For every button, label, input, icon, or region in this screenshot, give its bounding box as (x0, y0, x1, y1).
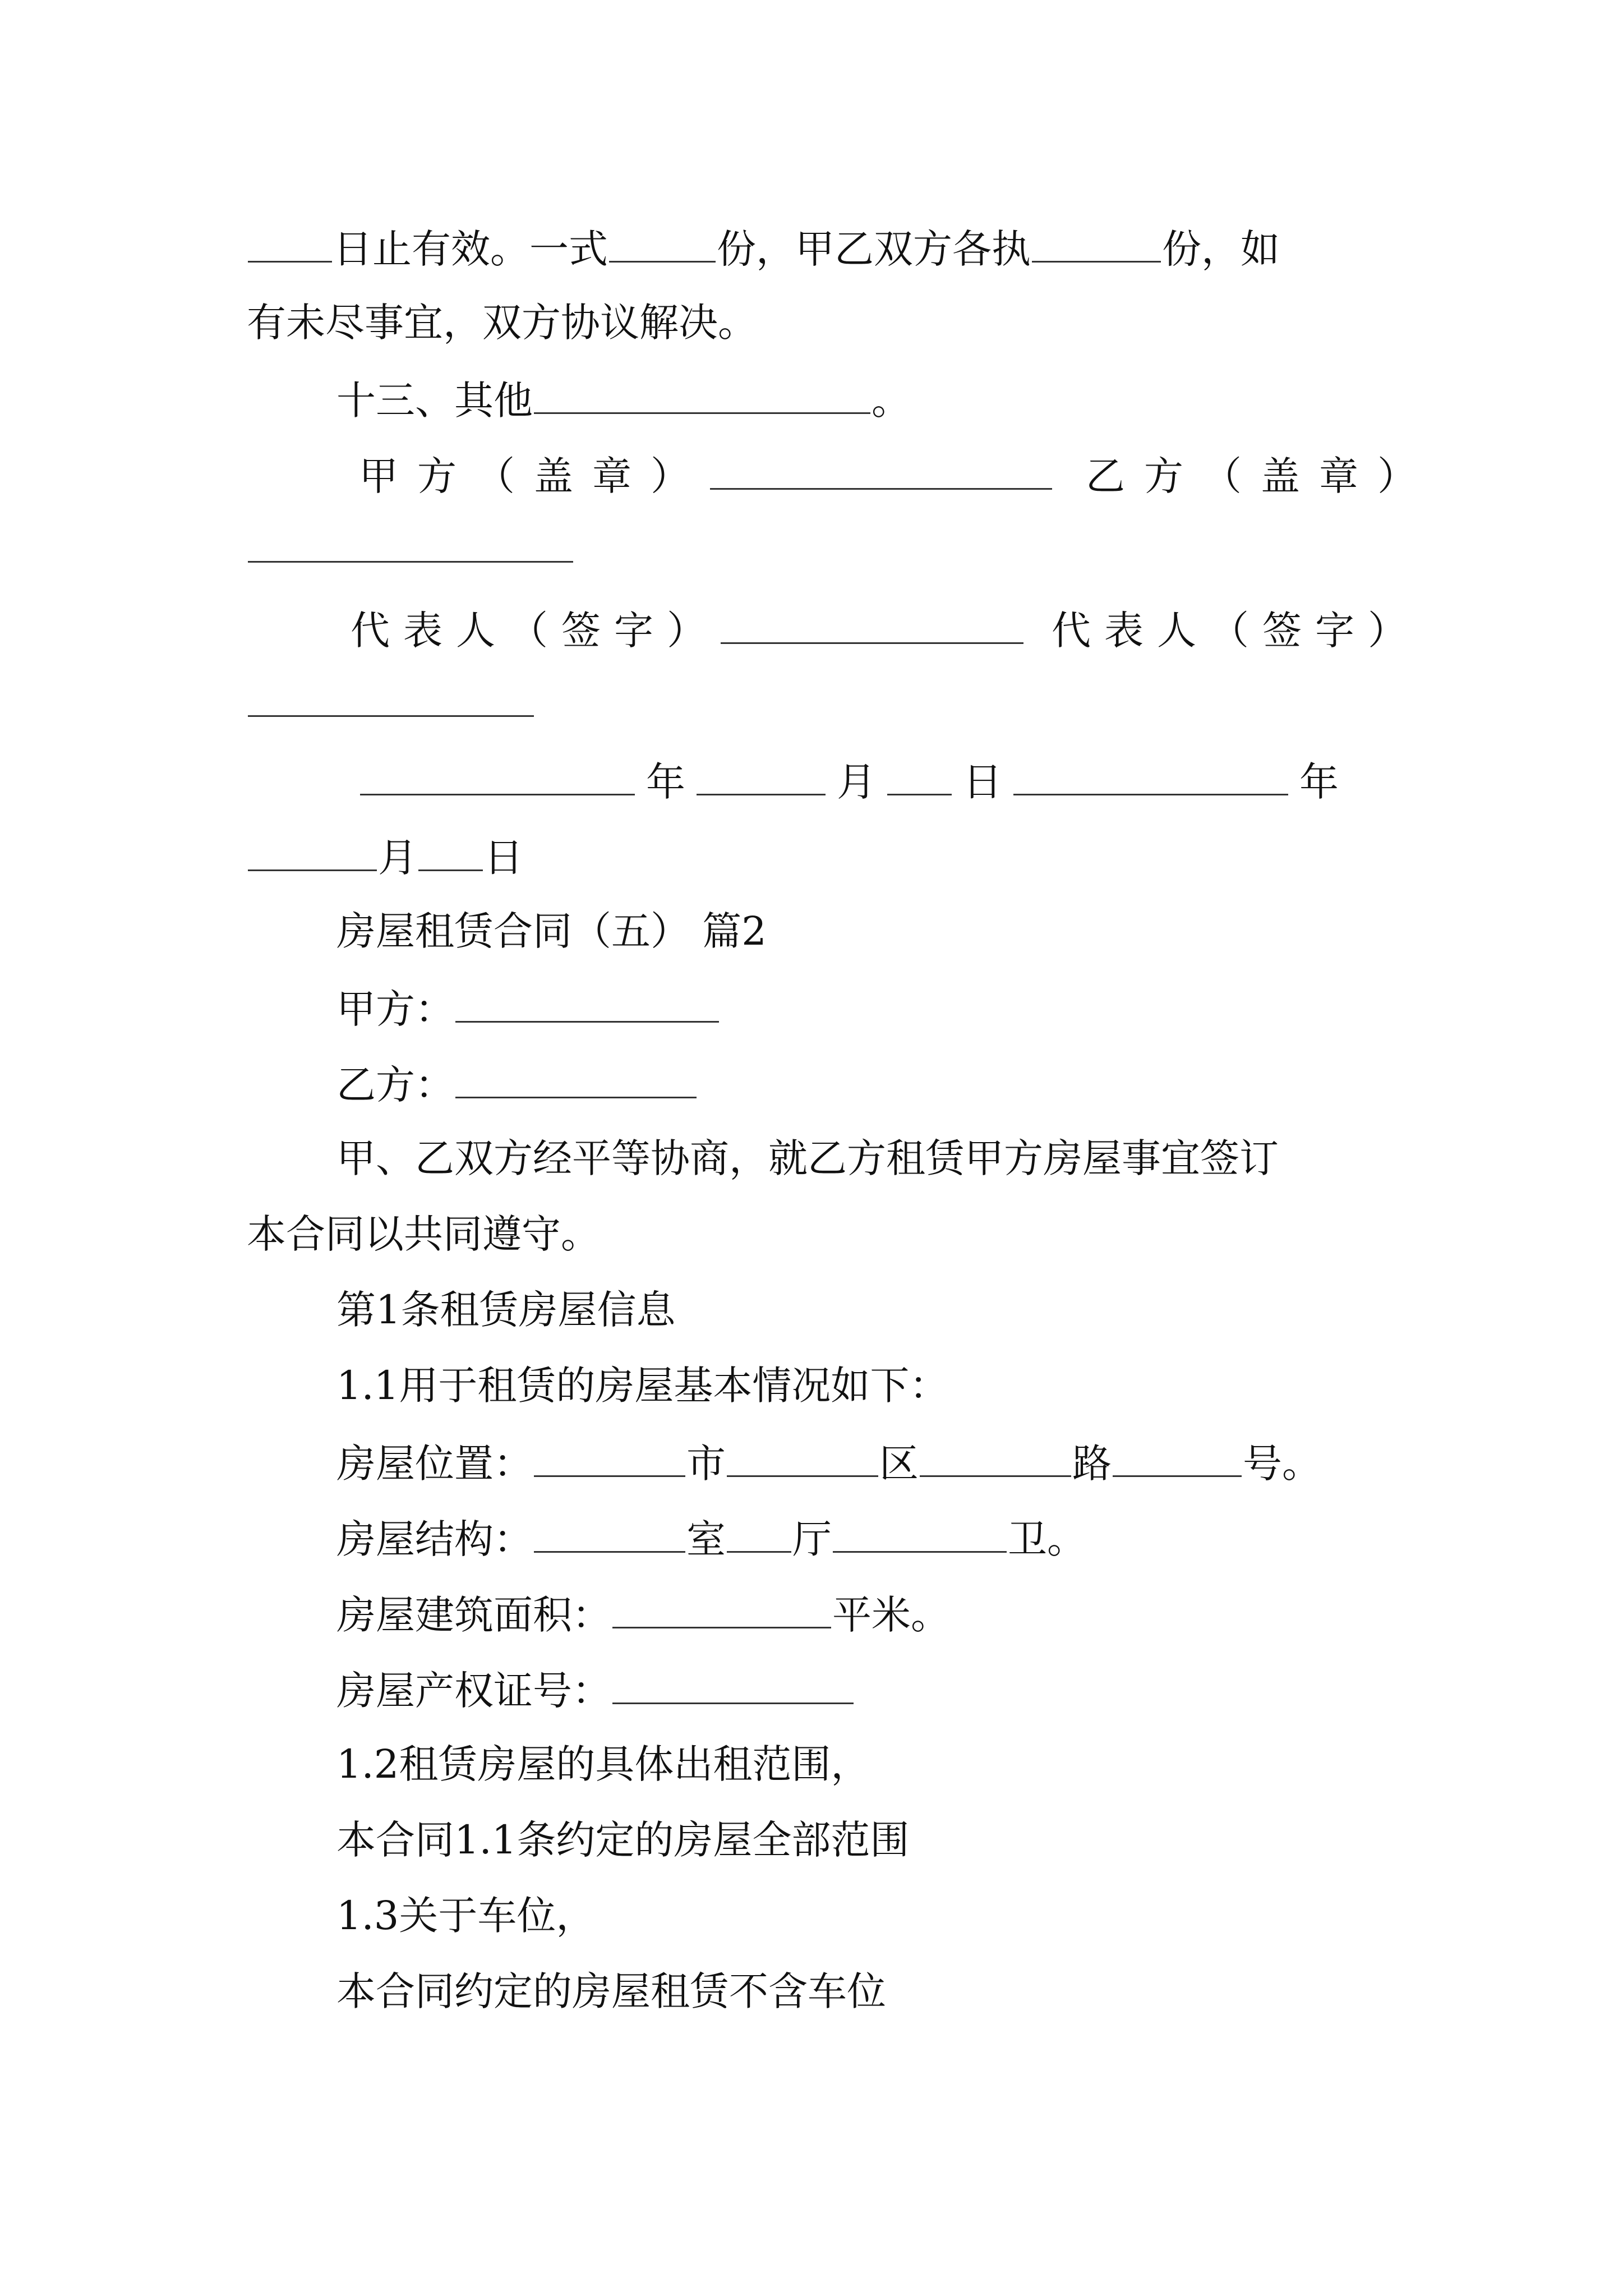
blank-field (609, 222, 716, 263)
clause-heading: 第1条租赁房屋信息 (336, 1287, 676, 1333)
party-a-label: 甲方： (336, 986, 454, 1032)
blank-field (455, 982, 719, 1023)
text-line: 1.2租赁房屋的具体出租范围， (336, 1741, 870, 1787)
blank-field (534, 1436, 685, 1477)
text-segment: 房屋建筑面积： (336, 1592, 611, 1638)
blank-field (612, 1588, 831, 1628)
party-a-seal-label: 甲方（盖章） (359, 453, 709, 499)
text-segment: 年 (1299, 759, 1339, 805)
text-line: 甲、乙双方经平等协商，就乙方租赁甲方房屋事宜签订 (336, 1135, 1279, 1181)
text-segment: 日 (484, 835, 523, 881)
blank-field (887, 754, 952, 795)
party-a-representative-label: 代表人（签字） (351, 608, 720, 654)
text-segment: 路 (1072, 1441, 1112, 1487)
blank-field (534, 373, 870, 414)
blank-field (710, 449, 1052, 490)
blank-field (727, 1512, 791, 1553)
text-segment: 平米。 (832, 1592, 950, 1638)
text-line-date (359, 754, 1339, 805)
text-segment: 房屋位置： (336, 1441, 533, 1487)
blank-field (248, 830, 377, 871)
blank-field (697, 754, 826, 795)
text-segment: 厅 (792, 1516, 832, 1562)
text-segment: 卫。 (1008, 1516, 1086, 1562)
text-segment: 月 (378, 835, 417, 881)
text-line: 本合同1.1条约定的房屋全部范围 (336, 1817, 910, 1863)
text-line-other (336, 373, 911, 424)
blank-field (612, 1663, 854, 1704)
text-line: 本合同约定的房屋租赁不含车位 (336, 1968, 886, 2014)
text-line-blank (247, 676, 535, 726)
text-segment: 十三、其他 (336, 378, 533, 424)
text-segment: 份，甲乙双方各执 (717, 226, 1031, 272)
text-segment: 区 (879, 1441, 919, 1487)
text-line-validity (247, 222, 1280, 272)
blank-field (727, 1436, 878, 1477)
text-segment: 年 (646, 759, 685, 805)
text-segment: 市 (686, 1441, 726, 1487)
text-segment: 室 (686, 1516, 726, 1562)
blank-field (920, 1436, 1071, 1477)
text-segment: 日止有效。一式 (333, 226, 608, 272)
text-line-party-a (336, 982, 720, 1032)
blank-field (248, 676, 534, 717)
blank-field (360, 754, 635, 795)
text-line: 1.3关于车位， (336, 1893, 596, 1939)
party-b-representative-label: 代表人（签字） (1052, 608, 1421, 654)
text-line-area (336, 1588, 950, 1638)
text-segment: 房屋产权证号： (336, 1668, 611, 1714)
blank-field (721, 603, 1023, 644)
text-line-party-seal (359, 449, 1436, 499)
text-segment: 份，如 (1162, 226, 1280, 272)
text-line-date-cont (247, 830, 523, 881)
blank-field (534, 1512, 685, 1553)
text-segment: 号。 (1243, 1441, 1321, 1487)
blank-field (833, 1512, 1007, 1553)
section-title: 房屋租赁合同（五） 篇2 (336, 908, 767, 954)
text-line-location (336, 1436, 1321, 1487)
blank-field (248, 222, 332, 263)
blank-field (418, 830, 483, 871)
text-line-party-b (336, 1057, 698, 1108)
text-segment: 房屋结构： (336, 1516, 533, 1562)
blank-field (455, 1057, 697, 1098)
text-line: 本合同以共同遵守。 (247, 1211, 600, 1257)
blank-field (1113, 1436, 1242, 1477)
blank-field (1013, 754, 1288, 795)
party-b-label: 乙方： (336, 1062, 454, 1108)
text-line-representative (351, 603, 1421, 654)
text-line-structure (336, 1512, 1086, 1562)
text-line-blank (247, 522, 574, 572)
text-line: 有未尽事宜，双方协议解决。 (247, 300, 757, 346)
text-line-deed (336, 1663, 855, 1714)
text-segment: 月 (837, 759, 876, 805)
party-b-seal-label: 乙方（盖章） (1086, 453, 1436, 499)
text-segment: 日 (963, 759, 1002, 805)
text-segment: 。 (872, 378, 911, 424)
blank-field (1032, 222, 1161, 263)
text-line: 1.1用于租赁的房屋基本情况如下： (336, 1363, 949, 1409)
blank-field (248, 522, 573, 563)
